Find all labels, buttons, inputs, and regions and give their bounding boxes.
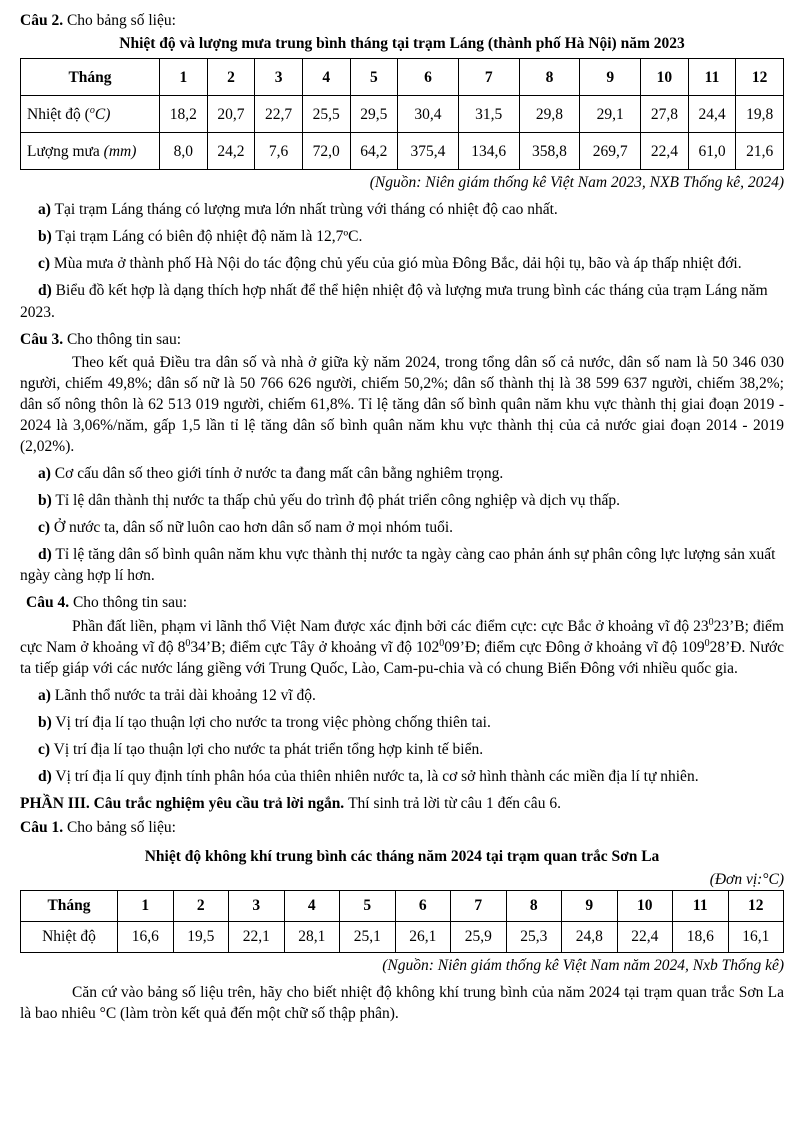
table-cell: 20,7 — [207, 96, 255, 133]
option-b — [20, 712, 784, 733]
degree-superscript: 0 — [704, 637, 710, 649]
table-cell: 31,5 — [458, 96, 519, 133]
paragraph-text: 09’Đ; điểm cực Đông ở khoảng vĩ độ 109 — [444, 638, 705, 656]
option-b — [20, 226, 784, 247]
option-key: d) — [38, 768, 52, 786]
header-cell: 1 — [160, 59, 208, 96]
question-2-table-title: Nhiệt độ và lượng mưa trung bình tháng tại trạm Láng (thành phố Hà Nội) năm 2023 — [119, 35, 685, 53]
row-label-temperature — [21, 96, 160, 133]
header-cell: 5 — [350, 59, 398, 96]
header-cell: 6 — [395, 890, 451, 921]
table-unit: (Đơn vị:°C) — [709, 870, 784, 888]
row-label-temperature: Nhiệt độ — [21, 921, 118, 952]
question-4-header — [20, 592, 784, 613]
option-key: a) — [38, 201, 51, 219]
option-c — [20, 253, 784, 274]
question-4-intro: Cho thông tin sau: — [72, 594, 188, 612]
table-cell: 16,1 — [728, 921, 784, 952]
question-4-paragraph — [20, 616, 784, 680]
option-c — [20, 739, 784, 760]
option-text: Ở nước ta, dân số nữ luôn cao hơn dân số nam ở mọi nhóm tuổi. — [53, 519, 454, 537]
row-label-unit: C) — [94, 105, 111, 123]
table-cell: 134,6 — [458, 133, 519, 170]
part-3-header — [20, 793, 784, 814]
header-cell: 12 — [736, 59, 784, 96]
question-3-paragraph: Theo kết quả Điều tra dân số và nhà ở giữa kỳ năm 2024, trong tổng dân số cả nước, dân số nam là 50 346 030 người, chiếm 49,8%; dân số nữ là 50 766 626 người, chiếm 50,2%; dân số thành thị là 38 599 637 người, chiếm 38,2%; dân số nông thôn là 62 513 019 người, chiếm 61,8%. Tỉ lệ tăng dân số bình quân năm khu vực thành thị giai đoạn 2019 - 2024 là 3,06%/năm, gấp 1,5 lần tỉ lệ tăng dân số bình quân năm khu vực thành thị của cả nước giai đoạn 2014 - 2019 (2,02%). — [20, 353, 784, 456]
header-cell-month: Tháng — [21, 59, 160, 96]
paragraph-text: 23’B; điểm cực Nam ở khoảng vĩ độ 8 — [20, 617, 784, 656]
table-cell: 269,7 — [580, 133, 641, 170]
question-2-label: Câu 2. — [20, 12, 64, 29]
table-cell: 18,6 — [673, 921, 729, 952]
row-label-text: Lượng mưa — [27, 142, 104, 160]
row-label-text: Nhiệt độ ( — [27, 105, 90, 123]
option-key: b) — [38, 714, 52, 732]
table-cell: 25,9 — [451, 921, 507, 952]
option-a — [20, 685, 784, 706]
table-cell: 27,8 — [641, 96, 689, 133]
header-cell: 4 — [284, 890, 340, 921]
option-key: a) — [38, 687, 51, 705]
table-cell: 24,8 — [562, 921, 618, 952]
option-key: b) — [38, 228, 52, 246]
table-row-rainfall — [21, 133, 784, 170]
option-a — [20, 463, 784, 484]
question-3-label: Câu 3. — [20, 330, 64, 348]
table-cell: 25,5 — [302, 96, 350, 133]
option-text: Vị trí địa lí tạo thuận lợi cho nước ta trong việc phòng chống thiên tai. — [55, 714, 491, 732]
header-cell: 2 — [173, 890, 229, 921]
option-text: Mùa mưa ở thành phố Hà Nội do tác động chủ yếu của gió mùa Đông Bắc, dải hội tụ, bão và áp thấp nhiệt đới. — [53, 255, 742, 273]
option-key: d) — [38, 546, 52, 564]
option-d — [20, 280, 784, 322]
part-3-question-1-header — [20, 817, 784, 838]
table-header-row — [21, 59, 784, 96]
question-intro: Cho bảng số liệu: — [66, 818, 176, 836]
degree-superscript: 0 — [439, 637, 445, 649]
table-cell: 25,3 — [506, 921, 562, 952]
header-cell: 11 — [673, 890, 729, 921]
option-text: Tại trạm Láng có biên độ nhiệt độ năm là 12,7ºC. — [55, 228, 363, 246]
option-b — [20, 490, 784, 511]
table-cell: 22,1 — [229, 921, 285, 952]
table-cell: 19,8 — [736, 96, 784, 133]
degree-superscript: 0 — [708, 616, 714, 628]
paragraph-text: 28’Đ. Nước ta tiếp giáp với các nước láng giềng với Trung Quốc, Lào, Cam-pu-chia và có chung Biển Đông với nhiều quốc gia. — [20, 638, 784, 678]
degree-superscript: 0 — [185, 637, 191, 649]
header-cell: 11 — [688, 59, 736, 96]
option-key: c) — [38, 519, 51, 537]
option-key: c) — [38, 741, 51, 759]
table-header-row — [21, 890, 784, 921]
question-2-table — [20, 58, 784, 170]
header-cell-month: Tháng — [21, 890, 118, 921]
table-cell: 22,4 — [617, 921, 673, 952]
paragraph-text: 34’B; điểm cực Tây ở khoảng vĩ độ 102 — [190, 638, 440, 656]
part-3-question-1-table-title: Nhiệt độ không khí trung bình các tháng năm 2024 tại trạm quan trắc Sơn La — [144, 847, 660, 865]
header-cell: 6 — [398, 59, 459, 96]
row-label-rainfall — [21, 133, 160, 170]
question-3-header — [20, 329, 784, 350]
header-cell: 3 — [229, 890, 285, 921]
option-key: d) — [38, 282, 52, 300]
question-4-label: Câu 4. — [26, 594, 70, 612]
table-cell: 29,8 — [519, 96, 580, 133]
table-cell: 7,6 — [255, 133, 303, 170]
table-cell: 64,2 — [350, 133, 398, 170]
table-row-temperature — [21, 921, 784, 952]
question-2-source: (Nguồn: Niên giám thống kê Việt Nam 2023, NXB Thống kê, 2024) — [369, 174, 784, 192]
option-d — [20, 544, 784, 586]
table-cell: 29,5 — [350, 96, 398, 133]
part-3-question-1-table — [20, 890, 784, 953]
header-cell: 9 — [562, 890, 618, 921]
table-cell: 24,2 — [207, 133, 255, 170]
option-text: Vị trí địa lí tạo thuận lợi cho nước ta phát triển tổng hợp kinh tế biển. — [53, 741, 484, 759]
header-cell: 7 — [458, 59, 519, 96]
option-d — [20, 766, 784, 787]
degree-superscript: o — [89, 104, 95, 116]
table-cell: 16,6 — [118, 921, 174, 952]
row-label-unit: (mm) — [103, 142, 137, 160]
option-key: c) — [38, 255, 51, 273]
header-cell: 9 — [580, 59, 641, 96]
option-a — [20, 199, 784, 220]
table-cell: 25,1 — [340, 921, 396, 952]
part-3-instruction: Thí sinh trả lời từ câu 1 đến câu 6. — [348, 795, 561, 813]
table-cell: 22,4 — [641, 133, 689, 170]
header-cell: 8 — [519, 59, 580, 96]
table-cell: 24,4 — [688, 96, 736, 133]
question-label: Câu 1. — [20, 818, 64, 836]
table-row-temperature — [21, 96, 784, 133]
question-3-intro: Cho thông tin sau: — [66, 330, 182, 348]
header-cell: 12 — [728, 890, 784, 921]
option-text: Tỉ lệ dân thành thị nước ta thấp chủ yếu do trình độ phát triển công nghiệp và dịch vụ thấp. — [55, 492, 620, 510]
table-cell: 28,1 — [284, 921, 340, 952]
header-cell: 5 — [340, 890, 396, 921]
option-text: Vị trí địa lí quy định tính phân hóa của thiên nhiên nước ta, là cơ sở hình thành các miền địa lí tự nhiên. — [55, 768, 699, 786]
option-c — [20, 517, 784, 538]
table-cell: 72,0 — [302, 133, 350, 170]
header-cell: 3 — [255, 59, 303, 96]
question-2-header — [20, 10, 784, 31]
header-cell: 1 — [118, 890, 174, 921]
part-3-heading: PHẦN III. Câu trắc nghiệm yêu cầu trả lời ngắn. — [20, 795, 345, 813]
option-text: Lãnh thổ nước ta trải dài khoảng 12 vĩ độ. — [54, 687, 316, 705]
header-cell: 7 — [451, 890, 507, 921]
header-cell: 10 — [641, 59, 689, 96]
header-cell: 8 — [506, 890, 562, 921]
header-cell: 4 — [302, 59, 350, 96]
option-text: Biểu đồ kết hợp là dạng thích hợp nhất để thể hiện nhiệt độ và lượng mưa trung bình các tháng của trạm Láng năm 2023. — [20, 282, 768, 321]
header-cell: 2 — [207, 59, 255, 96]
question-2-intro: Cho bảng số liệu: — [66, 12, 176, 29]
table-cell: 19,5 — [173, 921, 229, 952]
table-cell: 61,0 — [688, 133, 736, 170]
part-3-question-1-source: (Nguồn: Niên giám thống kê Việt Nam năm 2024, Nxb Thống kê) — [382, 956, 784, 974]
option-key: a) — [38, 465, 51, 483]
table-cell: 22,7 — [255, 96, 303, 133]
paragraph-text: Phần đất liền, phạm vi lãnh thổ Việt Nam được xác định bởi các điểm cực: cực Bắc ở khoảng vĩ độ 23 — [72, 617, 709, 635]
table-cell: 30,4 — [398, 96, 459, 133]
table-cell: 8,0 — [160, 133, 208, 170]
table-cell: 358,8 — [519, 133, 580, 170]
option-text: Tỉ lệ tăng dân số bình quân năm khu vực thành thị nước ta ngày càng cao phản ánh sự phân công lực lượng sản xuất ngày càng hợp lí hơn. — [20, 546, 776, 585]
table-cell: 29,1 — [580, 96, 641, 133]
option-text: Tại trạm Láng tháng có lượng mưa lớn nhất trùng với tháng có nhiệt độ cao nhất. — [54, 201, 558, 219]
option-key: b) — [38, 492, 52, 510]
table-cell: 26,1 — [395, 921, 451, 952]
table-cell: 18,2 — [160, 96, 208, 133]
option-text: Cơ cấu dân số theo giới tính ở nước ta đang mất cân bằng nghiêm trọng. — [54, 465, 504, 483]
table-cell: 21,6 — [736, 133, 784, 170]
table-cell: 375,4 — [398, 133, 459, 170]
part-3-question-1-text: Căn cứ vào bảng số liệu trên, hãy cho biết nhiệt độ không khí trung bình của năm 2024 tại trạm quan trắc Sơn La là bao nhiêu °C (làm tròn kết quả đến một chữ số thập phân). — [20, 983, 784, 1022]
header-cell: 10 — [617, 890, 673, 921]
